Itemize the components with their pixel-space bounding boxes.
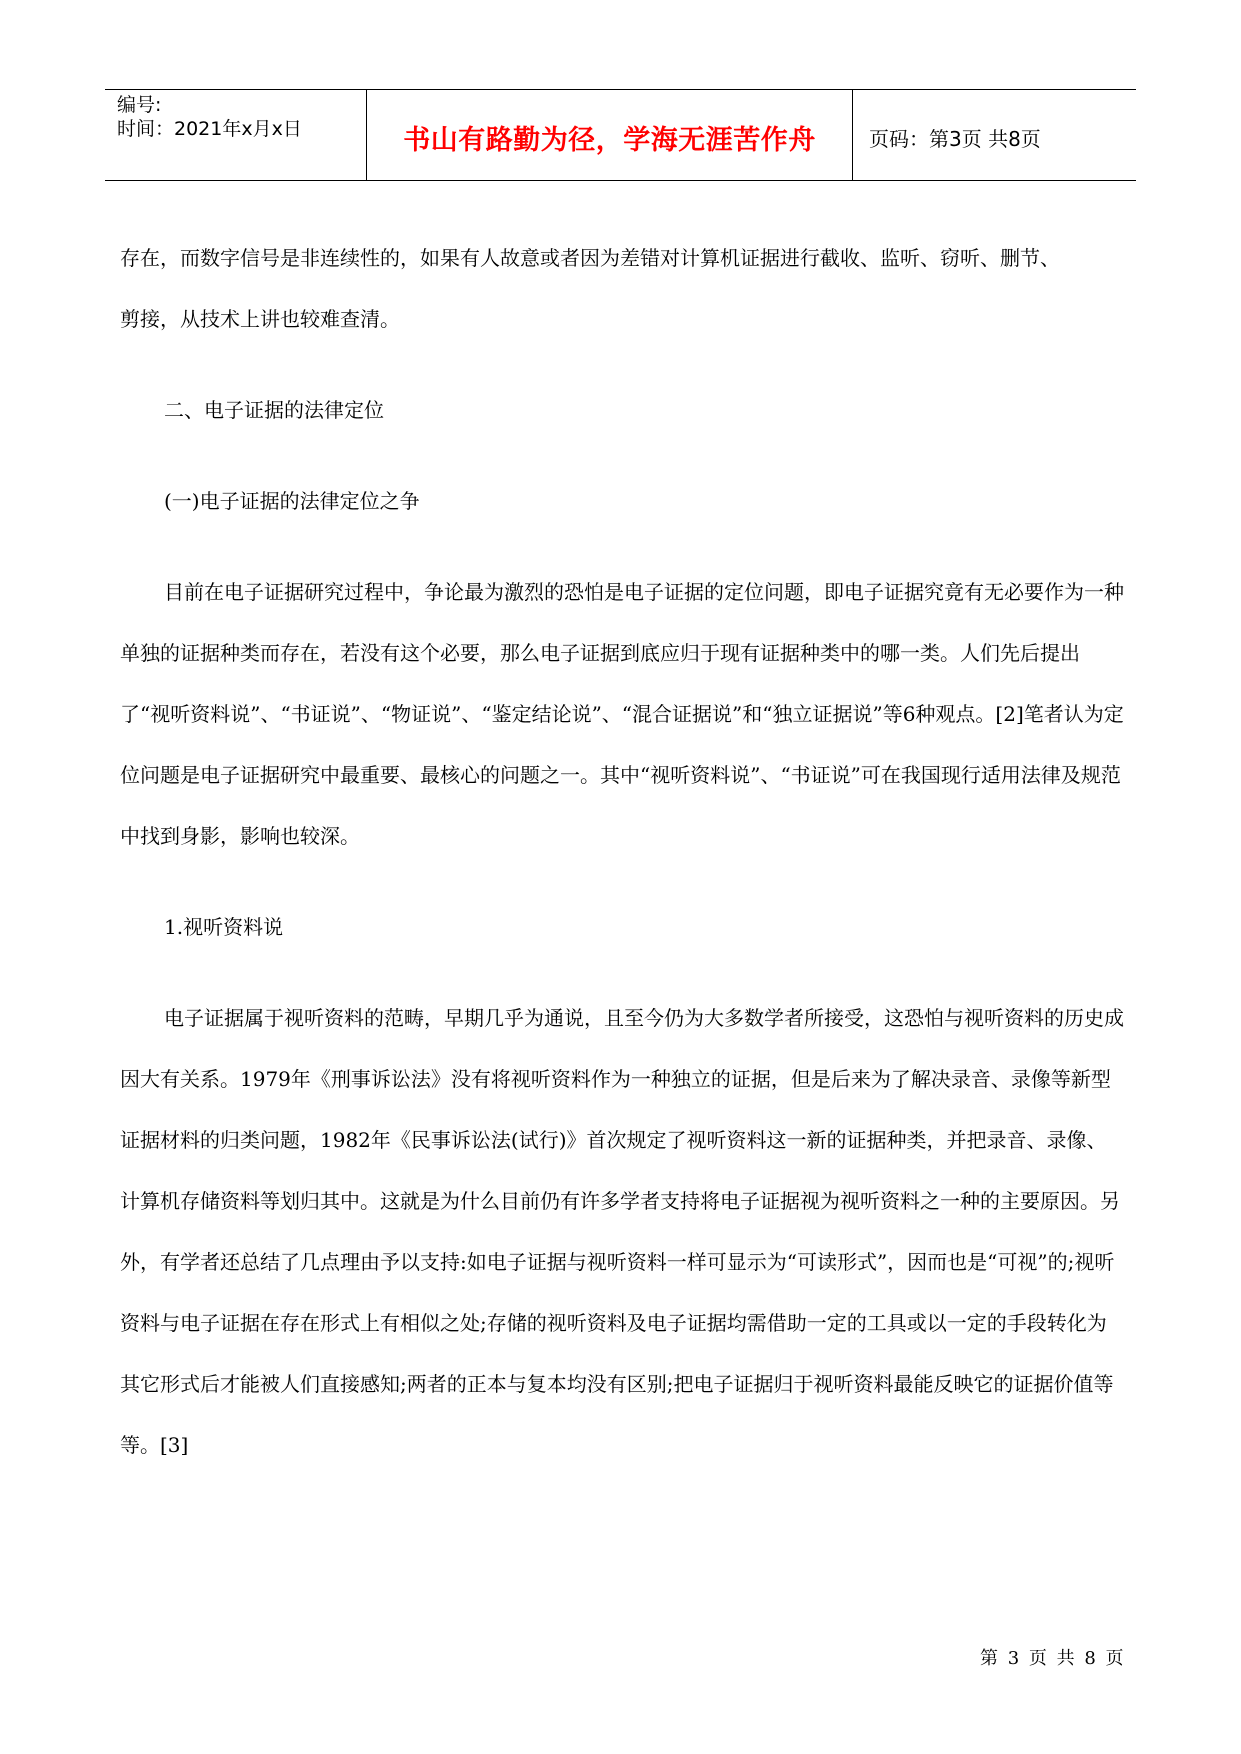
document-time: 时间：2021年x月x日 (117, 118, 302, 140)
document-number-label: 编号: (117, 94, 162, 116)
spacer (120, 441, 1125, 471)
paragraph-continuation: 存在，而数字信号是非连续性的，如果有人故意或者因为差错对计算机证据进行截收、监听、窃听、删节、 (120, 246, 1060, 270)
spacer (120, 958, 1125, 988)
document-body (120, 228, 1125, 1476)
header-page-code: 页码：第3页 共8页 (869, 126, 1041, 151)
header-motto: 书山有路勤为径，学海无涯苦作舟 (403, 124, 816, 156)
paragraph-positioning-debate: 目前在电子证据研究过程中，争论最为激烈的恐怕是电子证据的定位问题，即电子证据究竟有无必要作为一种单独的证据种类而存在，若没有这个必要，那么电子证据到底应归于现有证据种类中的哪一类。人们先后提出了“视听资料说”、“书证说”、“物证说”、“鉴定结论说”、“混合证据说”和“独立证据说”等6种观点。[2]笔者认为定位问题是电子证据研究中最重要、最核心的问题之一。其中“视听资料说”、“书证说”可在我国现行适用法律及规范中找到身影，影响也较深。 (120, 580, 1124, 848)
header-motto-cell (367, 90, 853, 180)
spacer (120, 532, 1125, 562)
subsection-heading: (一)电子证据的法律定位之争 (164, 489, 420, 513)
page-header (105, 89, 1136, 181)
section-heading: 二、电子证据的法律定位 (164, 398, 384, 422)
paragraph-audiovisual-theory: 电子证据属于视听资料的范畴，早期几乎为通说，且至今仍为大多数学者所接受，这恐怕与视听资料的历史成因大有关系。1979年《刑事诉讼法》没有将视听资料作为一种独立的证据，但是后来为了解决录音、录像等新型证据材料的归类问题，1982年《民事诉讼法(试行)》首次规定了视听资料这一新的证据种类，并把录音、录像、计算机存储资料等划归其中。这就是为什么目前仍有许多学者支持将电子证据视为视听资料之一种的主要原因。另外，有学者还总结了几点理由予以支持:如电子证据与视听资料一样可显示为“可读形式”，因而也是“可视”的;视听资料与电子证据在存在形式上有相似之处;存储的视听资料及电子证据均需借助一定的工具或以一定的手段转化为其它形式后才能被人们直接感知;两者的正本与复本均没有区别;把电子证据归于视听资料最能反映它的证据价值等等。[3] (120, 1006, 1124, 1457)
header-page-code-cell (853, 90, 1136, 180)
header-meta (105, 90, 367, 180)
page-footer: 第 3 页 共 8 页 (980, 1648, 1126, 1669)
paragraph-continuation-end: 剪接，从技术上讲也较难查清。 (120, 307, 400, 331)
spacer (120, 350, 1125, 380)
item-heading: 1.视听资料说 (164, 915, 284, 939)
spacer (120, 867, 1125, 897)
